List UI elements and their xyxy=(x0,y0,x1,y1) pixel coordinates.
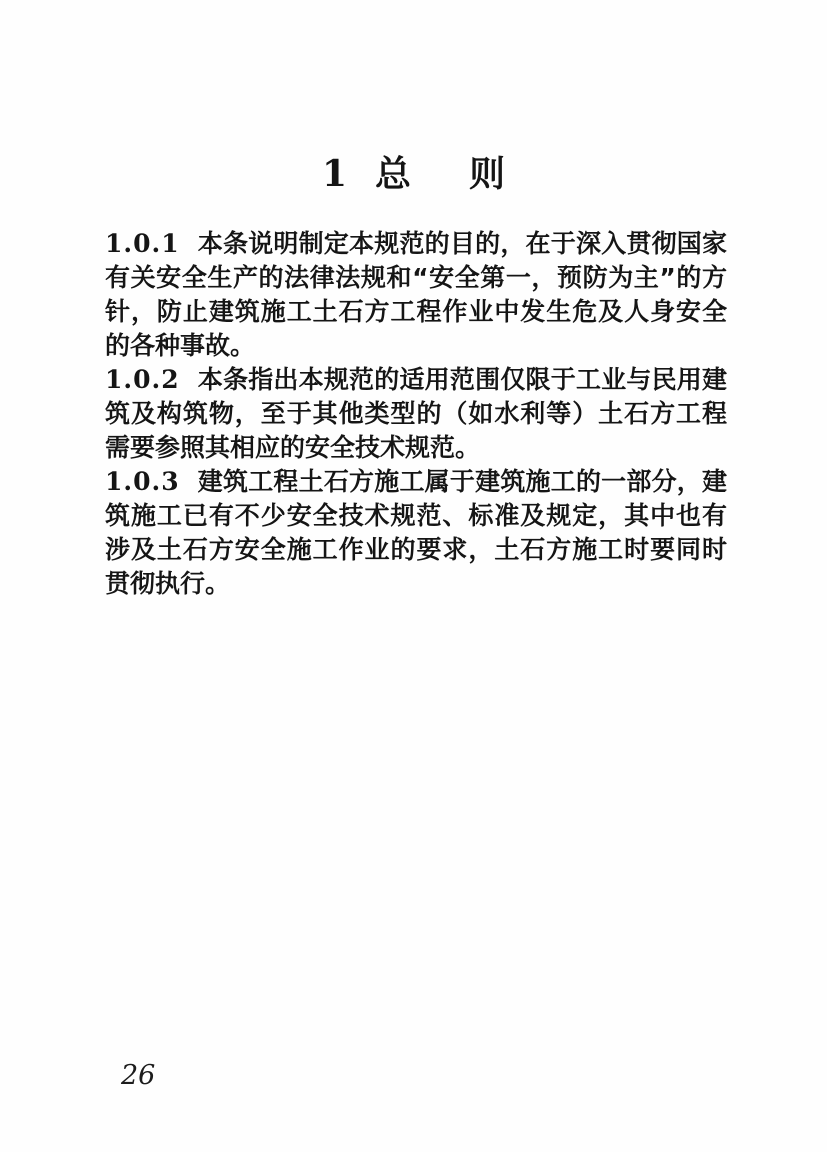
clause-number: 1.0.2 xyxy=(105,365,180,394)
page-number: 26 xyxy=(121,1060,156,1091)
chapter-title-char-1: 总 xyxy=(375,154,412,195)
clause-number: 1.0.3 xyxy=(105,467,180,496)
paragraph-1-0-1 xyxy=(105,227,727,363)
chapter-title-char-2: 则 xyxy=(469,154,506,195)
chapter-number: 1 xyxy=(321,153,348,195)
body-text-block xyxy=(105,227,727,601)
clause-text: 本条说明制定本规范的目的，在于深入贯彻国家有关安全生产的法律法规和“安全第一，预防为主”的方针，防止建筑施工土石方工程作业中发生危及人身安全的各种事故。 xyxy=(105,229,727,360)
paragraph-1-0-3 xyxy=(105,465,727,601)
clause-text: 建筑工程土石方施工属于建筑施工的一部分，建筑施工已有不少安全技术规范、标准及规定，其中也有涉及土石方安全施工作业的要求，土石方施工时要同时贯彻执行。 xyxy=(105,467,727,598)
paragraph-1-0-2 xyxy=(105,363,727,465)
clause-text: 本条指出本规范的适用范围仅限于工业与民用建筑及构筑物，至于其他类型的（如水利等）土石方工程需要参照其相应的安全技术规范。 xyxy=(105,365,727,462)
clause-number: 1.0.1 xyxy=(105,229,180,258)
chapter-title xyxy=(0,146,827,197)
